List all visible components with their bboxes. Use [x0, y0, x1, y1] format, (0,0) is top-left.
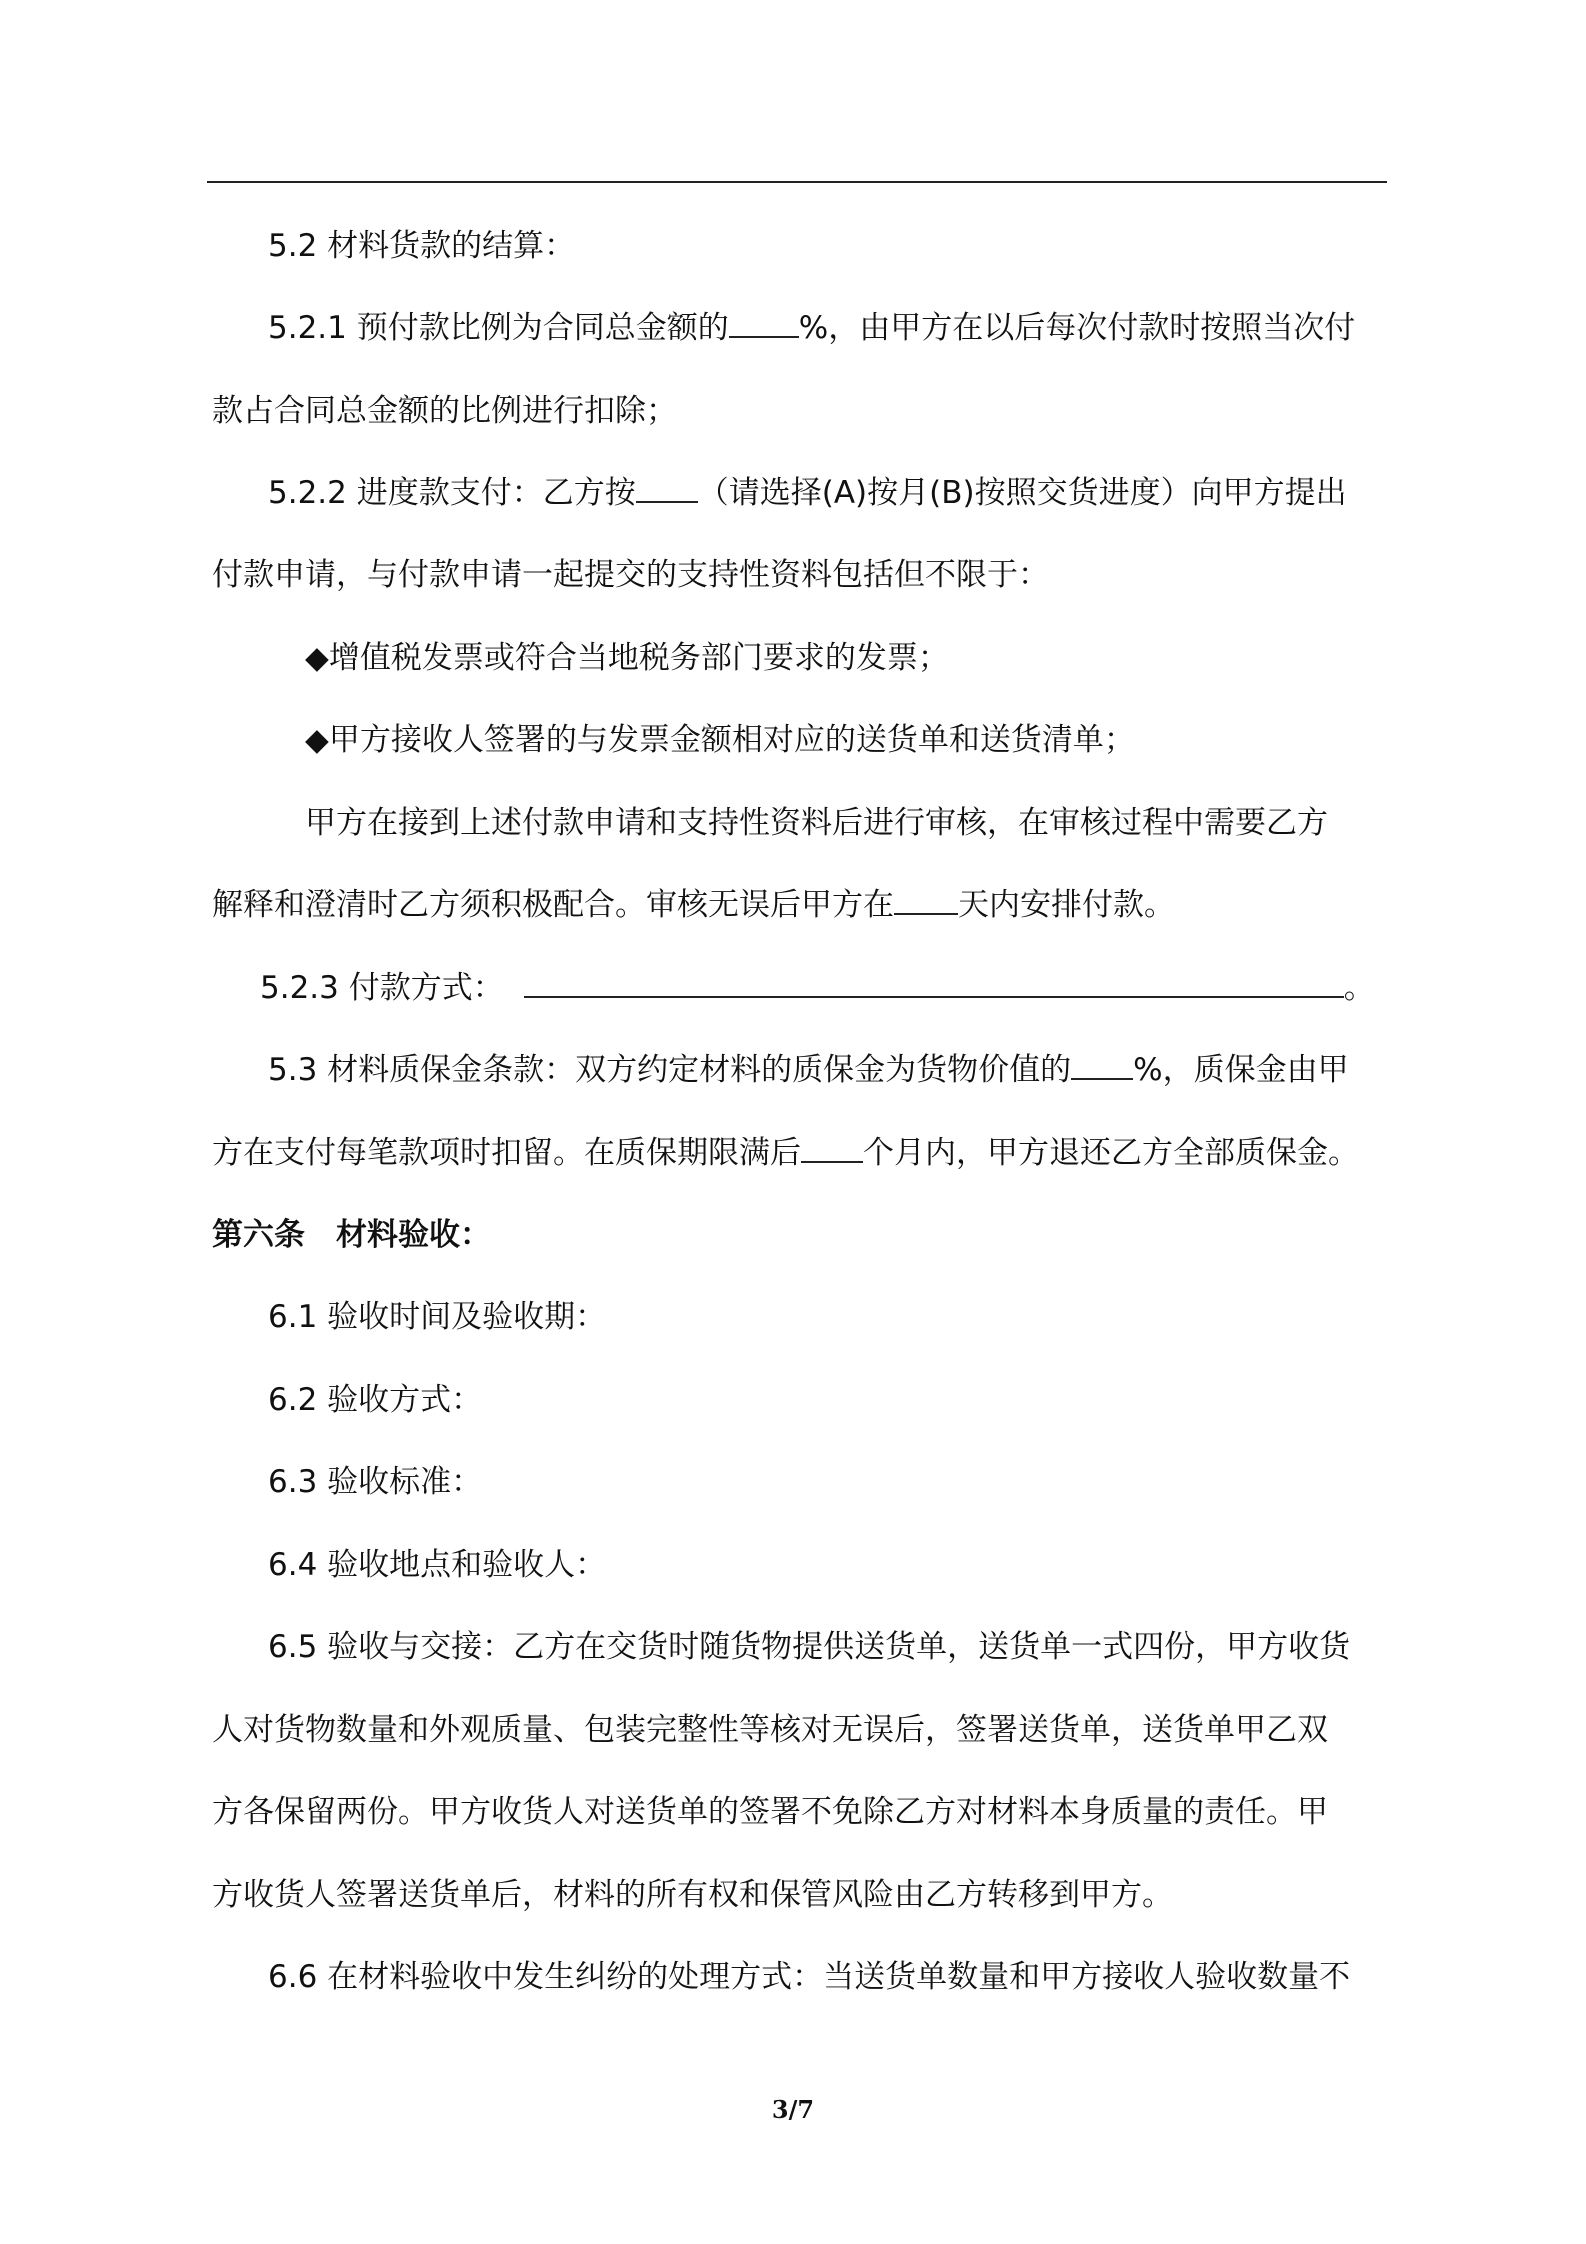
bullet-invoice: ◆增值税发票或符合当地税务部门要求的发票； [305, 640, 949, 676]
clause-6-2: 6.2 验收方式： [268, 1382, 483, 1418]
clause-5-2-2: 5.2.2 进度款支付：乙方按 （请选择(A)按月(B)按照交货进度）向甲方提出 [268, 471, 1347, 515]
article-6-heading: 第六条 材料验收： [212, 1217, 491, 1253]
blank-retention-ratio[interactable] [1071, 1048, 1133, 1080]
clause-5-2-heading: 5.2 材料货款的结算： [268, 228, 576, 264]
review-paragraph: 甲方在接到上述付款申请和支持性资料后进行审核，在审核过程中需要乙方 [305, 805, 1328, 841]
clause-6-5: 6.5 验收与交接：乙方在交货时随货物提供送货单，送货单一式四份，甲方收货 [268, 1629, 1351, 1665]
header-rule [207, 181, 1387, 183]
clause-6-4: 6.4 验收地点和验收人： [268, 1547, 607, 1583]
clause-5-3-cont: 方在支付每笔款项时扣留。在质保期限满后 个月内，甲方退还乙方全部质保金。 [212, 1131, 1359, 1175]
blank-progress-option[interactable] [636, 471, 698, 503]
clause-5-3: 5.3 材料质保金条款：双方约定材料的质保金为货物价值的 %，质保金由甲 [268, 1048, 1349, 1092]
clause-5-2-1: 5.2.1 预付款比例为合同总金额的 %，由甲方在以后每次付款时按照当次付 [268, 306, 1355, 350]
clause-5-2-1-cont: 款占合同总金额的比例进行扣除； [212, 393, 677, 429]
review-paragraph-cont: 解释和澄清时乙方须积极配合。审核无误后甲方在 天内安排付款。 [212, 883, 1175, 927]
clause-6-1: 6.1 验收时间及验收期： [268, 1299, 607, 1335]
clause-6-5-cont3: 方收货人签署送货单后，材料的所有权和保管风险由乙方转移到甲方。 [212, 1877, 1173, 1913]
page-number: 3/7 [771, 2095, 815, 2124]
clause-5-2-3: 5.2.3 付款方式： 。 [260, 966, 1375, 1010]
blank-retention-months[interactable] [801, 1131, 863, 1163]
clause-5-2-2-cont: 付款申请，与付款申请一起提交的支持性资料包括但不限于： [212, 557, 1049, 593]
bullet-delivery-note: ◆甲方接收人签署的与发票金额相对应的送货单和送货清单； [305, 722, 1135, 758]
clause-6-6: 6.6 在材料验收中发生纠纷的处理方式：当送货单数量和甲方接收人验收数量不 [268, 1959, 1351, 1995]
clause-6-3: 6.3 验收标准： [268, 1464, 483, 1500]
clause-6-5-cont1: 人对货物数量和外观质量、包装完整性等核对无误后，签署送货单，送货单甲乙双 [212, 1712, 1328, 1748]
blank-payment-method[interactable] [524, 966, 1344, 998]
clause-6-5-cont2: 方各保留两份。甲方收货人对送货单的签署不免除乙方对材料本身质量的责任。甲 [212, 1794, 1328, 1830]
blank-payment-days[interactable] [894, 883, 958, 915]
blank-advance-ratio[interactable] [729, 306, 799, 338]
